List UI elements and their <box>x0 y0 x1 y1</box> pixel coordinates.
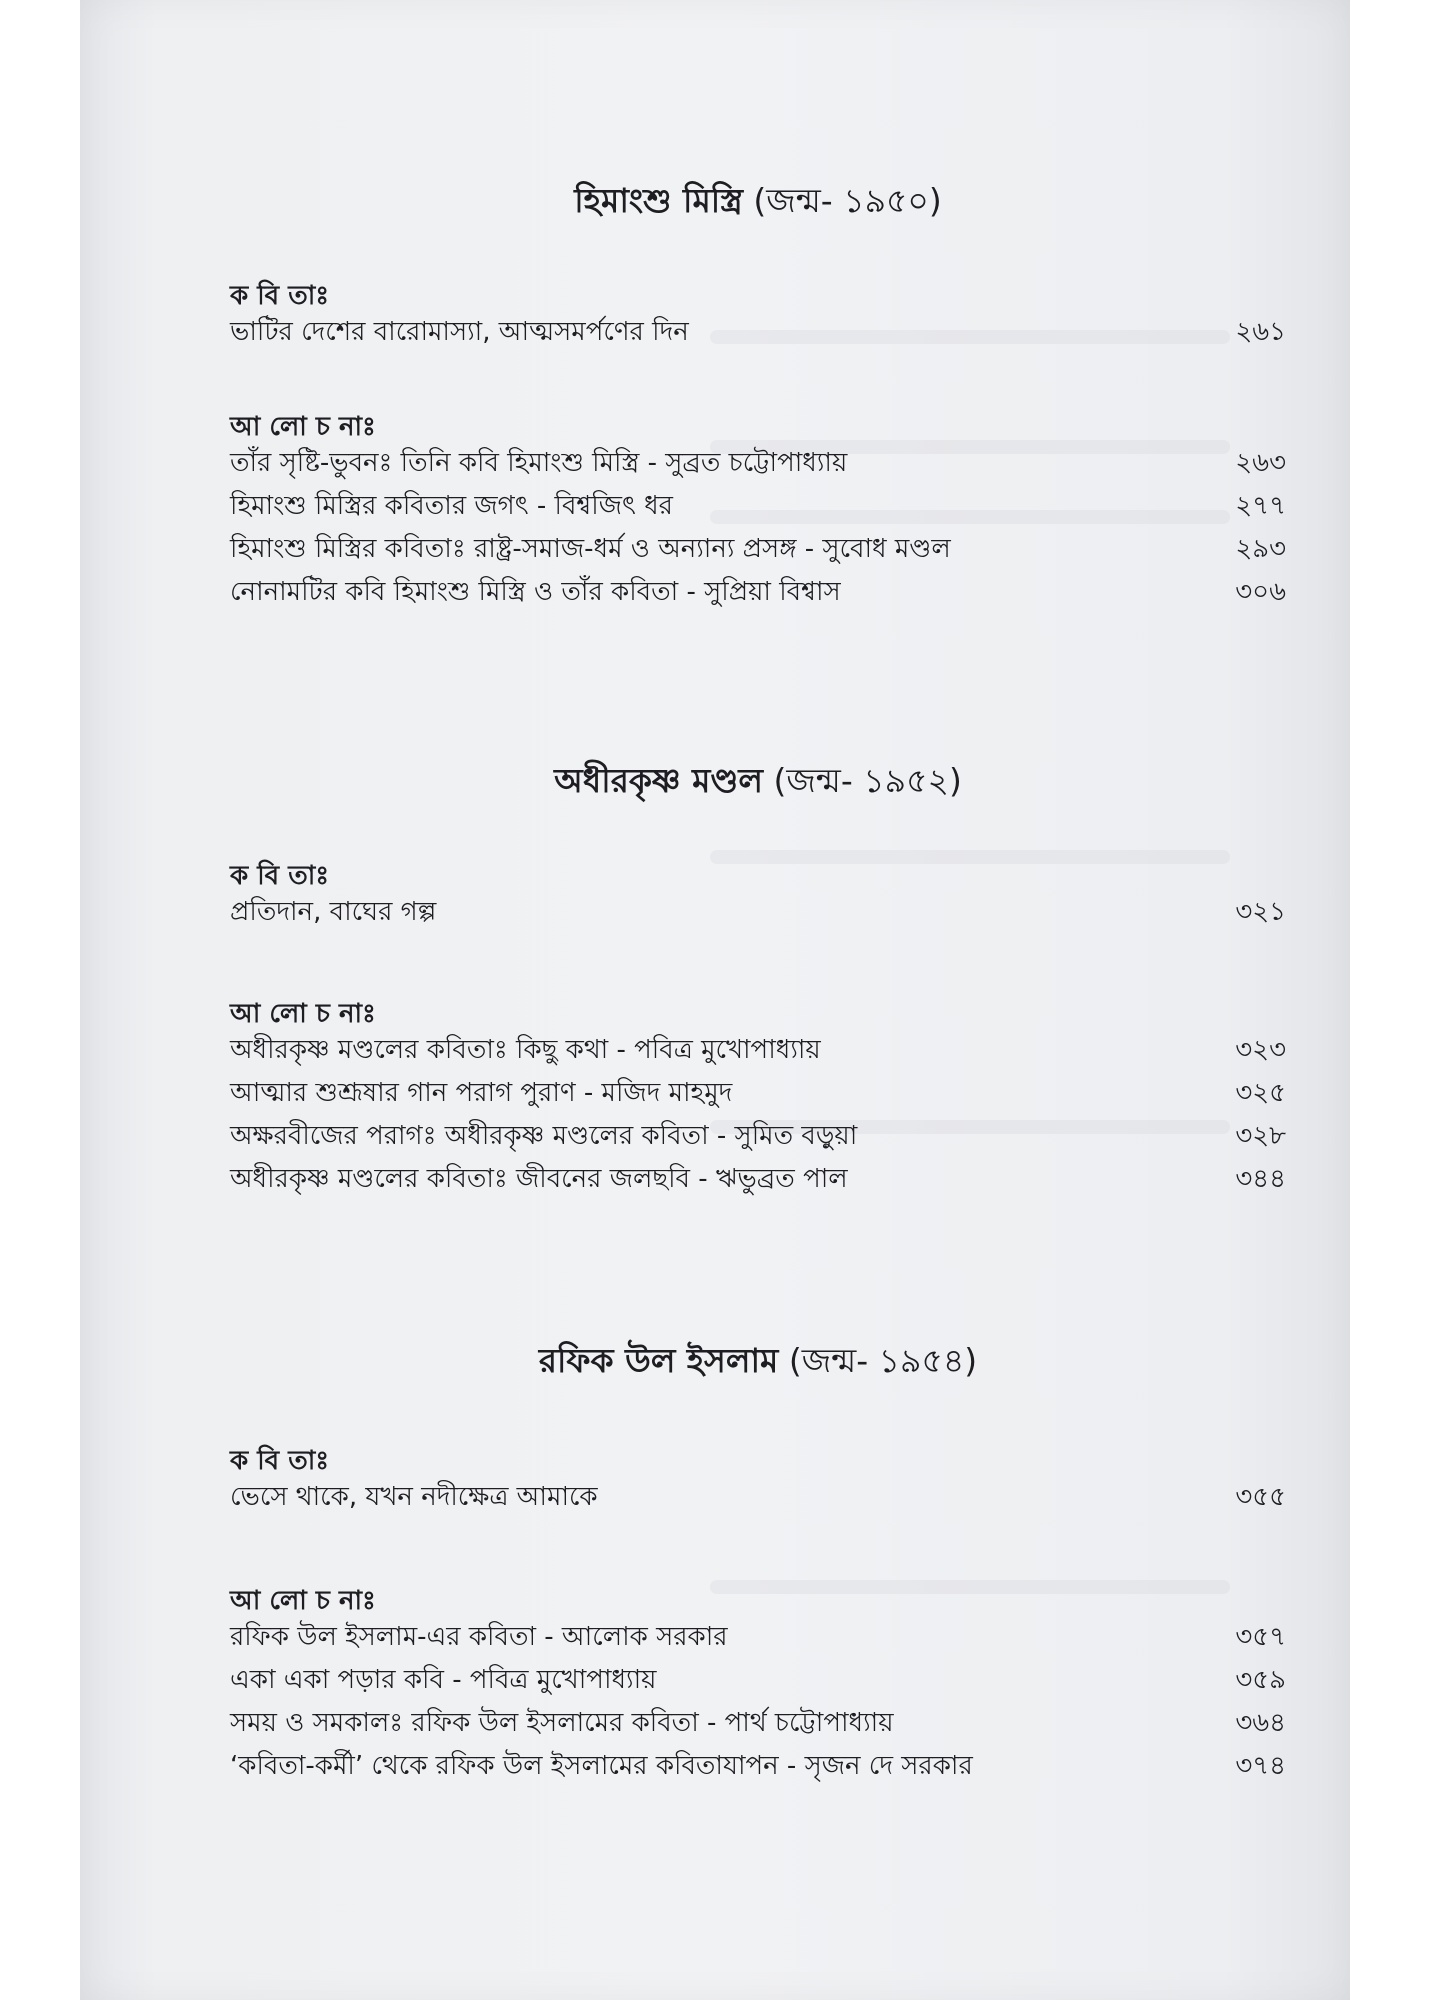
page-number: ৩৫৯ <box>1235 1665 1286 1695</box>
entry-title: ‘কবিতা-কর্মী’ থেকে রফিক উল ইসলামের কবিতাযাপন - সৃজন দে সরকার <box>230 1751 973 1781</box>
show-through <box>710 1580 1230 1594</box>
page-number: ৩৫৫ <box>1235 1482 1286 1512</box>
entry-title: নোনামটির কবি হিমাংশু মিস্ত্রি ও তাঁর কবিতা - সুপ্রিয়া বিশ্বাস <box>230 577 841 607</box>
page-number: ৩৫৭ <box>1235 1622 1286 1652</box>
page-number: ২৭৭ <box>1235 491 1286 521</box>
page-number: ৩২৮ <box>1235 1121 1286 1151</box>
toc-entry <box>230 1747 1286 1785</box>
poet-name: রফিক উল ইসলাম <box>538 1341 779 1380</box>
toc-entry <box>230 487 1286 525</box>
poet-years: (জন্ম- ১৯৫২) <box>773 761 962 800</box>
toc-entry <box>230 1661 1286 1699</box>
page-number: ৩২৫ <box>1235 1078 1286 1108</box>
entry-title: হিমাংশু মিস্ত্রির কবিতাঃ রাষ্ট্র-সমাজ-ধর্ম ও অন্যান্য প্রসঙ্গ - সুবোধ মণ্ডল <box>230 534 951 564</box>
entry-title: অধীরকৃষ্ণ মণ্ডলের কবিতাঃ জীবনের জলছবি - ঋভুব্রত পাল <box>230 1164 848 1194</box>
toc-entry <box>230 1704 1286 1742</box>
page-number: ৩৪৪ <box>1235 1164 1286 1194</box>
show-through <box>710 850 1230 864</box>
category-label: ক বি তাঃ <box>230 1446 330 1476</box>
book-page <box>80 0 1350 2000</box>
page-number: ২৬৩ <box>1235 448 1286 478</box>
entry-title: অধীরকৃষ্ণ মণ্ডলের কবিতাঃ কিছু কথা - পবিত্র মুখোপাধ্যায় <box>230 1035 821 1065</box>
category-label: আ লো চ নাঃ <box>230 412 376 442</box>
toc-entry <box>230 1031 1286 1069</box>
entry-title: অক্ষরবীজের পরাগঃ অধীরকৃষ্ণ মণ্ডলের কবিতা - সুমিত বড়ুয়া <box>230 1121 858 1151</box>
page-number: ৩০৬ <box>1235 577 1286 607</box>
entry-title: ভাটির দেশের বারোমাস্যা, আত্মসমর্পণের দিন <box>230 317 689 347</box>
poet-years: (জন্ম- ১৯৫০) <box>753 181 942 220</box>
toc-entry <box>230 893 1286 931</box>
toc-entry <box>230 313 1286 351</box>
toc-entry <box>230 530 1286 568</box>
page-number: ৩৬৪ <box>1235 1708 1286 1738</box>
category-label: ক বি তাঃ <box>230 281 330 311</box>
page-number: ৩২৩ <box>1235 1035 1286 1065</box>
category-label: ক বি তাঃ <box>230 861 330 891</box>
category-label: আ লো চ নাঃ <box>230 1586 376 1616</box>
toc-entry <box>230 1117 1286 1155</box>
entry-title: প্রতিদান, বাঘের গল্প <box>230 897 437 927</box>
section-heading <box>230 1335 1286 1391</box>
entry-title: ভেসে থাকে, যখন নদীক্ষেত্র আমাকে <box>230 1482 598 1512</box>
toc-entry <box>230 1618 1286 1656</box>
page-number: ৩২১ <box>1235 897 1286 927</box>
section-heading <box>230 755 1286 811</box>
category-label: আ লো চ নাঃ <box>230 999 376 1029</box>
poet-name: হিমাংশু মিস্ত্রি <box>574 181 743 220</box>
toc-entry <box>230 444 1286 482</box>
poet-name: অধীরকৃষ্ণ মণ্ডল <box>554 761 763 800</box>
entry-title: একা একা পড়ার কবি - পবিত্র মুখোপাধ্যায় <box>230 1665 657 1695</box>
page-number: ৩৭৪ <box>1235 1751 1286 1781</box>
toc-entry <box>230 573 1286 611</box>
page-number: ২৬১ <box>1235 317 1286 347</box>
toc-entry <box>230 1074 1286 1112</box>
poet-years: (জন্ম- ১৯৫৪) <box>788 1341 978 1380</box>
page-number: ২৯৩ <box>1235 534 1286 564</box>
toc-entry <box>230 1478 1286 1516</box>
section-heading <box>230 175 1286 231</box>
entry-title: সময় ও সমকালঃ রফিক উল ইসলামের কবিতা - পার্থ চট্টোপাধ্যায় <box>230 1708 894 1738</box>
toc-entry <box>230 1160 1286 1198</box>
entry-title: হিমাংশু মিস্ত্রির কবিতার জগৎ - বিশ্বজিৎ ধর <box>230 491 673 521</box>
entry-title: রফিক উল ইসলাম-এর কবিতা - আলোক সরকার <box>230 1622 728 1652</box>
entry-title: আত্মার শুশ্রূষার গান পরাগ পুরাণ - মজিদ মাহমুদ <box>230 1078 733 1108</box>
entry-title: তাঁর সৃষ্টি-ভুবনঃ তিনি কবি হিমাংশু মিস্ত্রি - সুব্রত চট্টোপাধ্যায় <box>230 448 848 478</box>
